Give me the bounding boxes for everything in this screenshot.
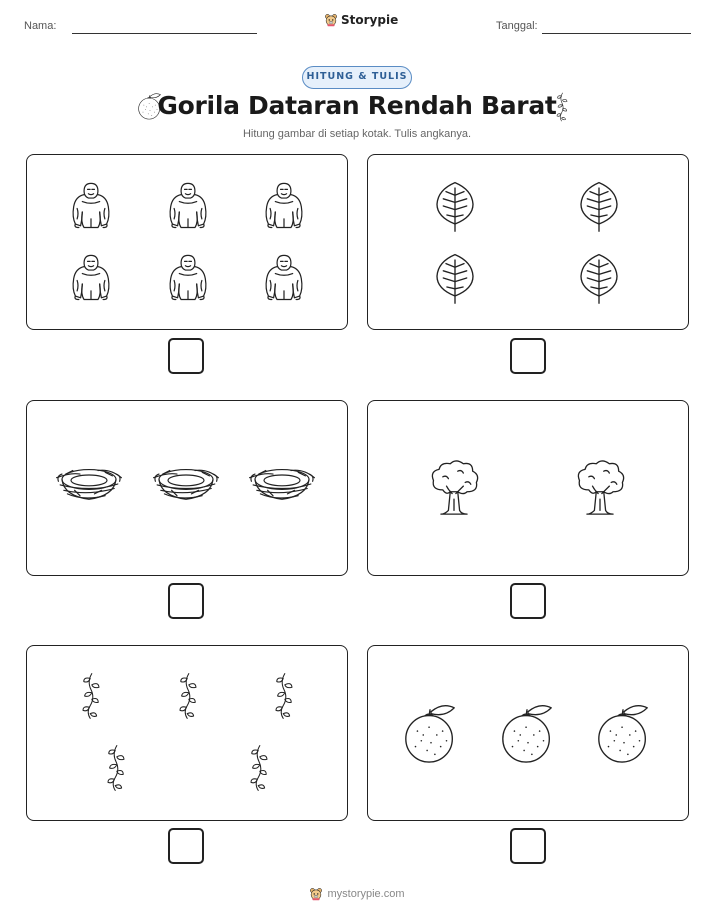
date-field[interactable] (542, 33, 691, 34)
name-label: Nama: (24, 20, 57, 32)
orange-icon (400, 700, 462, 766)
name-field[interactable] (72, 33, 257, 34)
date-label: Tanggal: (496, 20, 538, 32)
vine-icon (247, 740, 271, 796)
counting-box-nest (26, 400, 348, 576)
answer-box-tree[interactable] (510, 583, 546, 619)
instructions: Hitung gambar di setiap kotak. Tulis angkanya. (242, 128, 472, 140)
counting-box-orange (367, 645, 689, 821)
tree-icon (572, 457, 628, 519)
bear-mascot-icon (324, 12, 338, 28)
leaf-icon (576, 251, 622, 305)
worksheet-tag: HITUNG & TULIS (302, 66, 412, 89)
brand-name: Storypie (341, 13, 399, 27)
counting-box-leaf (367, 154, 689, 330)
answer-box-gorilla[interactable] (168, 338, 204, 374)
answer-box-leaf[interactable] (510, 338, 546, 374)
leaf-icon (432, 251, 478, 305)
leaf-icon (576, 179, 622, 233)
vine-icon (176, 668, 200, 724)
nest-icon (246, 461, 318, 507)
gorilla-icon (65, 175, 117, 235)
leaf-icon (432, 179, 478, 233)
footer (0, 886, 714, 902)
answer-box-vine[interactable] (168, 828, 204, 864)
nest-icon (53, 461, 125, 507)
orange-icon (497, 700, 559, 766)
vine-icon (554, 92, 570, 122)
gorilla-icon (258, 175, 310, 235)
answer-box-nest[interactable] (168, 583, 204, 619)
gorilla-icon (258, 247, 310, 307)
page-title: Gorila Dataran Rendah Barat (157, 91, 557, 120)
counting-box-vine (26, 645, 348, 821)
vine-icon (104, 740, 128, 796)
tree-icon (426, 457, 482, 519)
gorilla-icon (162, 175, 214, 235)
orange-icon (593, 700, 655, 766)
footer-url[interactable]: mystorypie.com (327, 888, 405, 900)
counting-box-tree (367, 400, 689, 576)
nest-icon (150, 461, 222, 507)
counting-box-gorilla (26, 154, 348, 330)
bear-mascot-icon (309, 886, 323, 902)
gorilla-icon (65, 247, 117, 307)
vine-icon (79, 668, 103, 724)
brand-logo (324, 12, 398, 28)
gorilla-icon (162, 247, 214, 307)
answer-box-orange[interactable] (510, 828, 546, 864)
vine-icon (272, 668, 296, 724)
